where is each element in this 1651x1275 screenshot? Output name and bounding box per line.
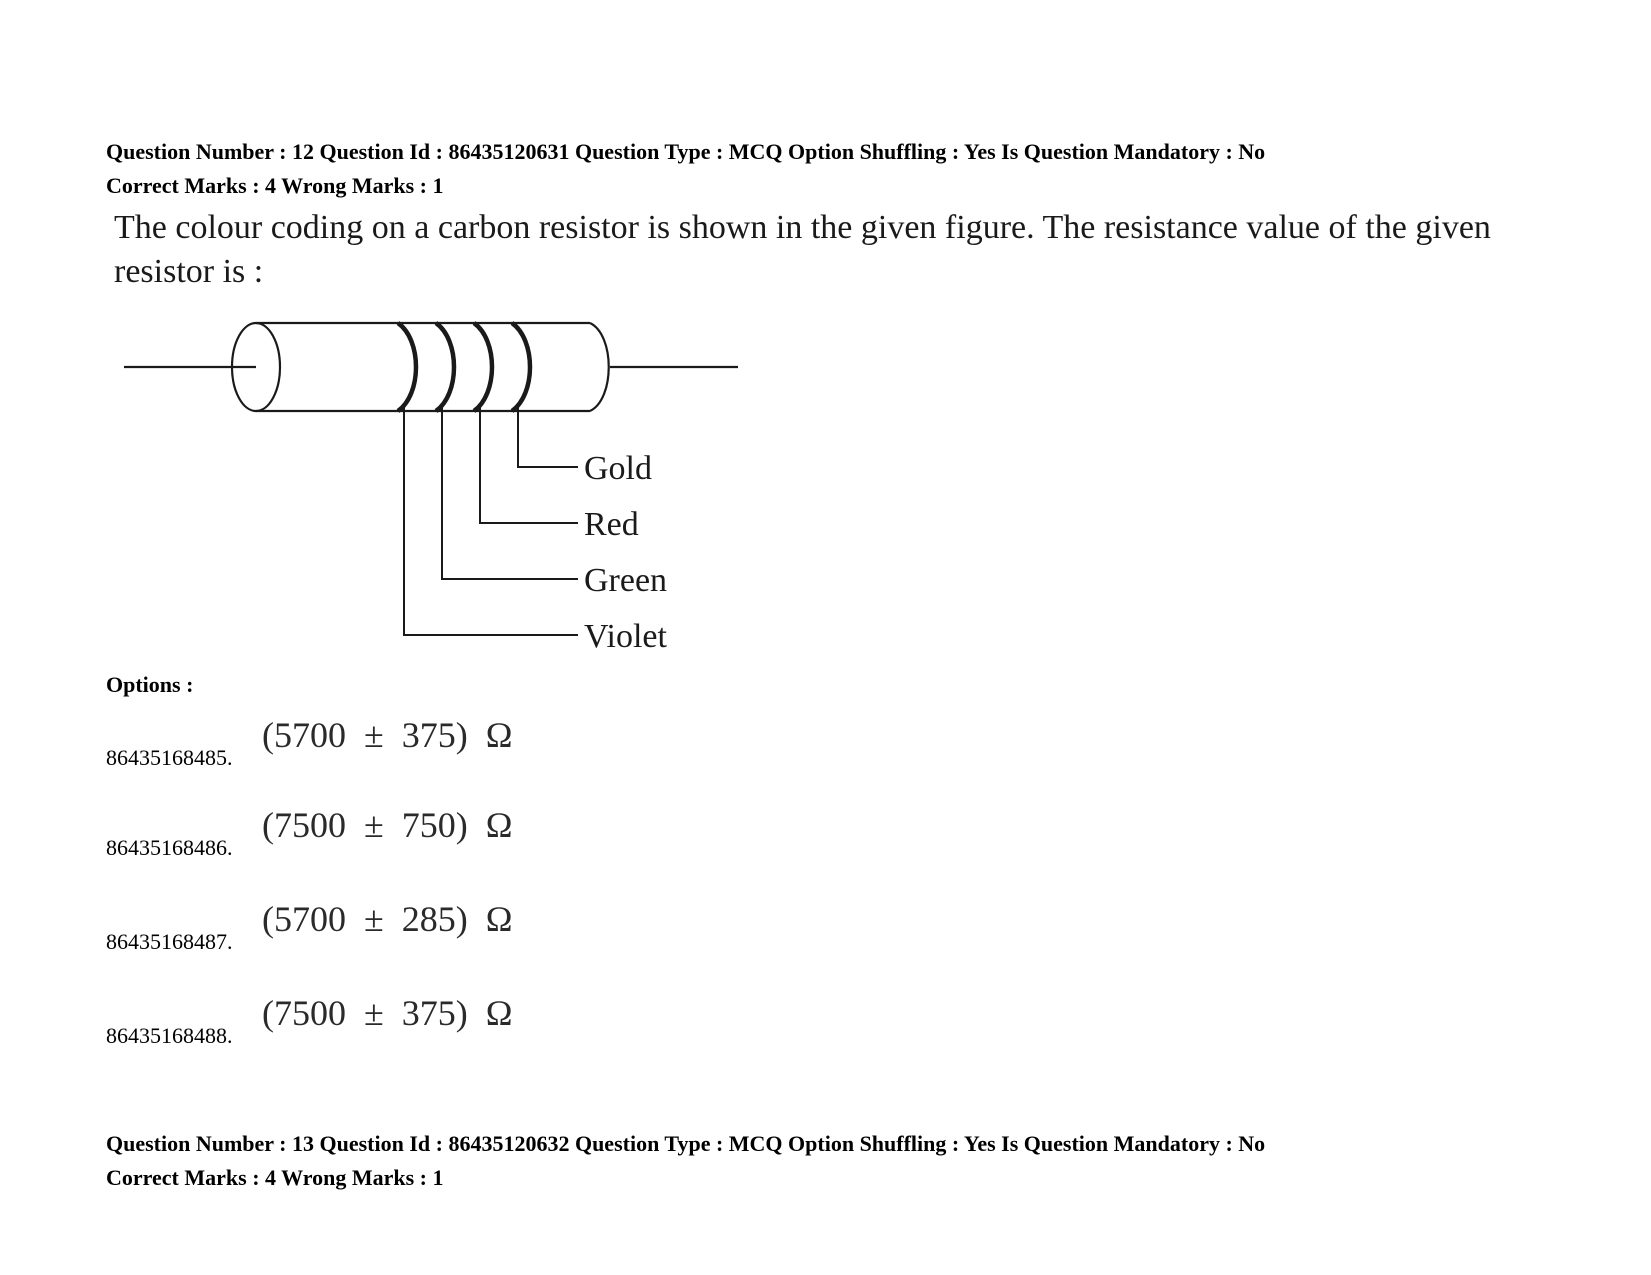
option-3-id: 86435168487. — [106, 929, 233, 954]
label-green: Green — [584, 562, 668, 599]
question-12-meta — [106, 135, 1265, 203]
question-12-meta-line1: Question Number : 12 Question Id : 86435120631 Question Type : MCQ Option Shuffling : Yes Is Question Mandatory : No — [106, 139, 1266, 164]
option-3[interactable] — [106, 897, 706, 957]
question-12-text: The colour coding on a carbon resistor is shown in the given figure. The resistance value of the given resistor is : — [114, 209, 1491, 290]
resistor-figure — [110, 305, 750, 665]
resistor-right-end — [590, 323, 609, 411]
leader-violet — [404, 405, 578, 635]
band-violet — [398, 323, 416, 411]
options-heading: Options : — [106, 672, 194, 697]
label-violet: Violet — [584, 618, 667, 655]
band-green — [436, 323, 454, 411]
option-4[interactable] — [106, 991, 706, 1051]
band-gold — [512, 323, 530, 411]
option-1-value: (5700 ± 375) Ω — [262, 715, 513, 755]
question-13-meta-line1: Question Number : 13 Question Id : 86435120632 Question Type : MCQ Option Shuffling : Yes Is Question Mandatory : No — [106, 1131, 1266, 1156]
option-4-value: (7500 ± 375) Ω — [262, 993, 513, 1033]
option-1[interactable] — [106, 713, 706, 773]
option-4-id: 86435168488. — [106, 1023, 233, 1048]
label-gold: Gold — [584, 450, 652, 487]
option-2-id: 86435168486. — [106, 835, 233, 860]
question-13-meta — [106, 1127, 1265, 1195]
option-2-value: (7500 ± 750) Ω — [262, 805, 513, 845]
option-1-id: 86435168485. — [106, 745, 233, 770]
leader-green — [442, 405, 578, 579]
label-red: Red — [584, 506, 639, 543]
leader-red — [480, 405, 578, 523]
question-13-meta-line2: Correct Marks : 4 Wrong Marks : 1 — [106, 1165, 444, 1190]
band-red — [474, 323, 492, 411]
question-12-meta-line2: Correct Marks : 4 Wrong Marks : 1 — [106, 173, 444, 198]
option-3-value: (5700 ± 285) Ω — [262, 899, 513, 939]
option-2[interactable] — [106, 803, 706, 863]
leader-gold — [518, 405, 578, 467]
